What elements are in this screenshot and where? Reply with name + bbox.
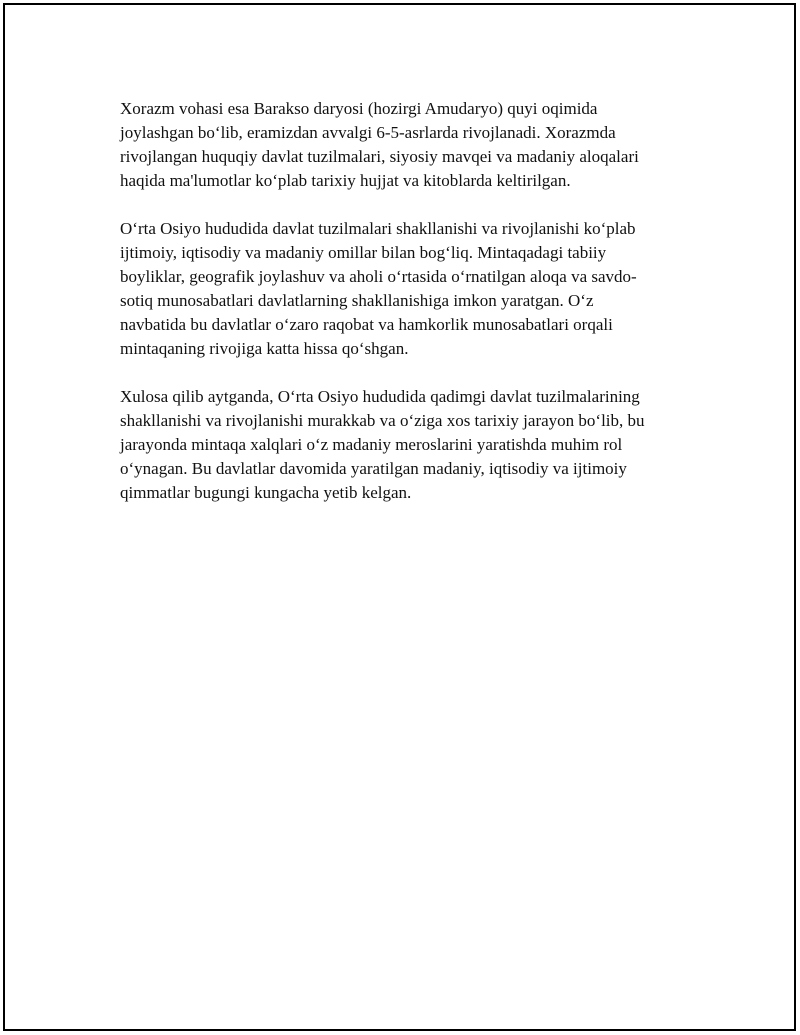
paragraph-conclusion: Xulosa qilib aytganda, O‘rta Osiyo hududida qadimgi davlat tuzilmalarining shakllanishi va rivojlanishi murakkab va o‘ziga xos tarixiy jarayon bo‘lib, bu jarayonda mintaqa xalqlari o‘z madaniy meroslarini yaratishda muhim rol o‘ynagan. Bu davlatlar davomida yaratilgan madaniy, iqtisodiy va ijtimoiy qimmatlar bugungi kungacha yetib kelgan. [120,387,645,502]
paragraph-central-asia-states: O‘rta Osiyo hududida davlat tuzilmalari shakllanishi va rivojlanishi ko‘plab ijtimoiy, iqtisodiy va madaniy omillar bilan bog‘liq. Mintaqadagi tabiiy boyliklar, geografik joylashuv va aholi o‘rtasida o‘rnatilgan aloqa va savdo- sotiq munosabatlari davlatlarning shakllanishiga imkon yaratgan. O‘z navbatida bu davlatlar o‘zaro raqobat va hamkorlik munosabatlari orqali mintaqaning rivojiga katta hissa qo‘shgan. [120,219,637,358]
paragraph-khorezm: Xorazm vohasi esa Barakso daryosi (hozirgi Amudaryo) quyi oqimida joylashgan bo‘lib, eramizdan avvalgi 6-5-asrlarda rivojlanadi. Xorazmda rivojlangan huquqiy davlat tuzilmalari, siyosiy mavqei va madaniy aloqalari haqida ma'lumotlar ko‘plab tarixiy hujjat va kitoblarda keltirilgan. [120,99,639,190]
document-body [120,97,700,529]
document-page [3,3,796,1031]
